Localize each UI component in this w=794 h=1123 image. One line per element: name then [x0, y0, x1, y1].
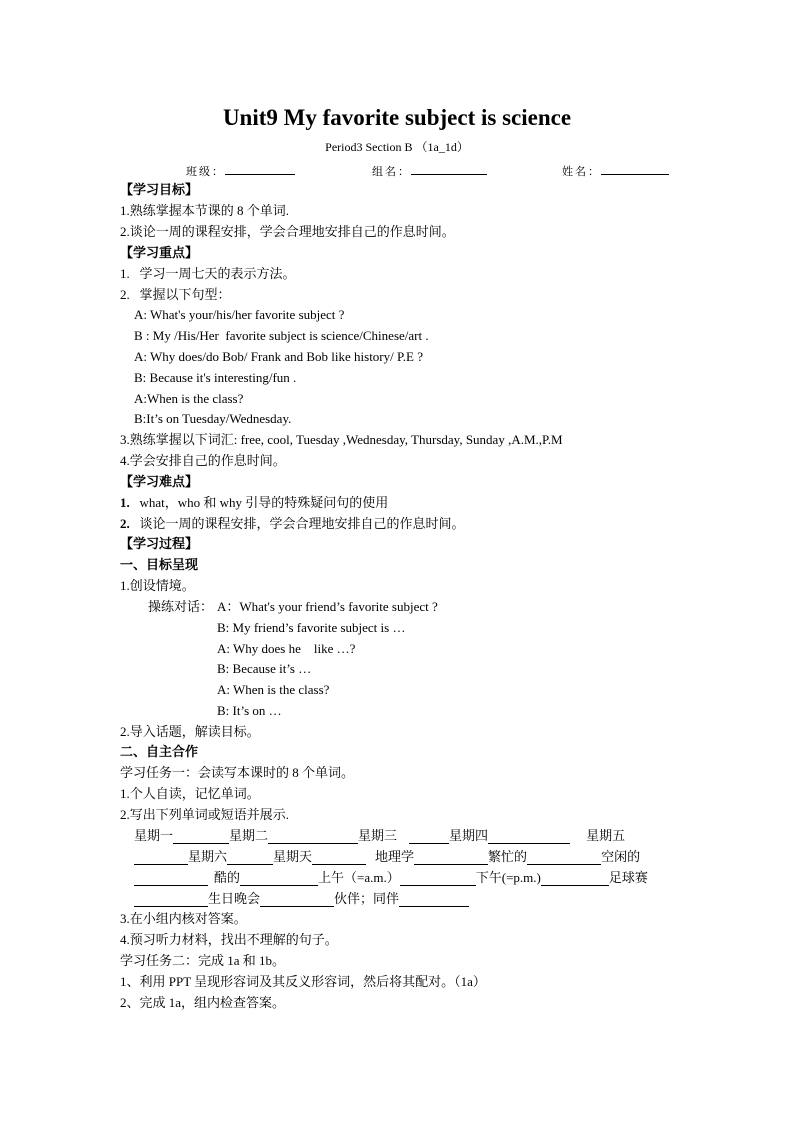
- answer-blank[interactable]: [260, 894, 334, 907]
- answer-blank[interactable]: [400, 873, 476, 886]
- dialogue-label: 操练对话：: [148, 599, 214, 614]
- answer-blank[interactable]: [527, 852, 601, 865]
- word-label: 上午（=a.m.）: [318, 870, 400, 885]
- word-row: [134, 849, 640, 865]
- sentence-pattern: B: Because it's interesting/fun .: [134, 370, 297, 385]
- dialogue-line: B: My friend’s favorite subject is …: [217, 620, 406, 635]
- answer-blank[interactable]: [399, 894, 469, 907]
- word-label: 下午(=p.m.): [475, 870, 541, 885]
- sentence-pattern: A:When is the class?: [134, 391, 244, 406]
- answer-blank[interactable]: [134, 852, 188, 865]
- sentence-pattern: B:It’s on Tuesday/Wednesday.: [134, 411, 292, 426]
- answer-blank[interactable]: [173, 831, 229, 844]
- word-label: 繁忙的: [488, 849, 528, 864]
- word-label: 星期天: [273, 849, 313, 864]
- answer-blank[interactable]: [414, 852, 488, 865]
- focus-item: 2. 掌握以下句型：: [120, 287, 231, 302]
- task-step: 1、利用 PPT 呈现形容词及其反义形容词，然后将其配对。（1a）: [120, 974, 486, 989]
- difficulty-header: 【学习难点】: [120, 474, 199, 489]
- difficulty-item: [120, 516, 465, 532]
- task-step: 2.写出下列单词或短语并展示.: [120, 807, 290, 822]
- word-label: 星期六: [188, 849, 228, 864]
- process-header: 【学习过程】: [120, 536, 199, 551]
- word-label: 星期三: [358, 828, 398, 843]
- difficulty-number: 2.: [120, 516, 130, 531]
- word-label: 星期二: [229, 828, 269, 843]
- word-label: 星期四: [449, 828, 489, 843]
- answer-blank[interactable]: [541, 873, 609, 886]
- word-label: 生日晚会: [208, 891, 261, 906]
- step-item: 1.创设情境。: [120, 578, 195, 593]
- word-label: 地理学: [375, 849, 415, 864]
- task-title: 学习任务二：完成 1a 和 1b。: [120, 953, 286, 968]
- answer-blank[interactable]: [227, 852, 273, 865]
- dialogue-line: B: It’s on …: [217, 703, 282, 718]
- dialogue-line: A：What's your friend’s favorite subject ?: [217, 599, 438, 614]
- class-label: 班级：: [186, 166, 225, 178]
- focus-item: 1. 学习一周七天的表示方法。: [120, 266, 296, 281]
- word-label: 酷的: [214, 870, 241, 885]
- sentence-pattern: B : My /His/Her favorite subject is science/Chinese/art .: [134, 328, 429, 343]
- part2-header: 二、自主合作: [120, 744, 199, 759]
- dialogue-line: A: When is the class?: [217, 682, 330, 697]
- group-blank[interactable]: [411, 162, 487, 175]
- word-label: 星期一: [134, 828, 174, 843]
- name-label: 姓名：: [562, 166, 601, 178]
- difficulty-text: 谈论一周的课程安排，学会合理地安排自己的作息时间。: [139, 516, 465, 531]
- step-item: 2.导入话题，解读目标。: [120, 724, 260, 739]
- part1-header: 一、目标呈现: [120, 557, 199, 572]
- dialogue-line: B: Because it’s …: [217, 661, 312, 676]
- answer-blank[interactable]: [240, 873, 318, 886]
- goal-item: 1.熟练掌握本节课的 8 个单词.: [120, 203, 290, 218]
- focus-item: 3.熟练掌握以下词汇: free, cool, Tuesday ,Wednesday, Thursday, Sunday ,A.M.,P.M: [120, 432, 563, 447]
- answer-blank[interactable]: [488, 831, 570, 844]
- task-step: 4.预习听力材料，找出不理解的句子。: [120, 932, 338, 947]
- task-title: 学习任务一：会读写本课时的 8 个单词。: [120, 765, 355, 780]
- difficulty-number: 1.: [120, 495, 130, 510]
- page-title: Unit9 My favorite subject is science: [222, 105, 572, 130]
- answer-blank[interactable]: [268, 831, 358, 844]
- page-subtitle: Period3 Section B （1a_1d）: [325, 140, 469, 154]
- task-step: 2、完成 1a，组内检查答案。: [120, 995, 286, 1010]
- task-step: 3.在小组内核对答案。: [120, 911, 247, 926]
- group-field: [372, 162, 487, 179]
- answer-blank[interactable]: [134, 873, 208, 886]
- word-label: 足球赛: [608, 870, 648, 885]
- difficulty-text: what，who 和 why 引导的特殊疑问句的使用: [139, 495, 389, 510]
- name-blank[interactable]: [601, 162, 669, 175]
- class-field: [186, 162, 295, 179]
- group-label: 组名：: [372, 166, 411, 178]
- name-field: [562, 162, 669, 179]
- focus-item: 4.学会安排自己的作息时间。: [120, 453, 286, 468]
- goal-item: 2.谈论一周的课程安排，学会合理地安排自己的作息时间。: [120, 224, 455, 239]
- task-step: 1.个人自读，记忆单词。: [120, 786, 260, 801]
- word-row: [134, 828, 625, 844]
- dialogue-line: A: Why does he like …?: [217, 641, 356, 656]
- word-row: [134, 891, 469, 907]
- word-label: 空闲的: [601, 849, 641, 864]
- word-label: 伙伴；同伴: [334, 891, 400, 906]
- sentence-pattern: A: Why does/do Bob/ Frank and Bob like history/ P.E ?: [134, 349, 423, 364]
- word-label: 星期五: [586, 828, 626, 843]
- answer-blank[interactable]: [409, 831, 449, 844]
- sentence-pattern: A: What's your/his/her favorite subject ?: [134, 307, 345, 322]
- focus-header: 【学习重点】: [120, 245, 199, 260]
- word-row: [134, 870, 648, 886]
- class-blank[interactable]: [225, 162, 295, 175]
- answer-blank[interactable]: [134, 894, 208, 907]
- goals-header: 【学习目标】: [120, 182, 199, 197]
- answer-blank[interactable]: [312, 852, 366, 865]
- difficulty-item: [120, 495, 388, 511]
